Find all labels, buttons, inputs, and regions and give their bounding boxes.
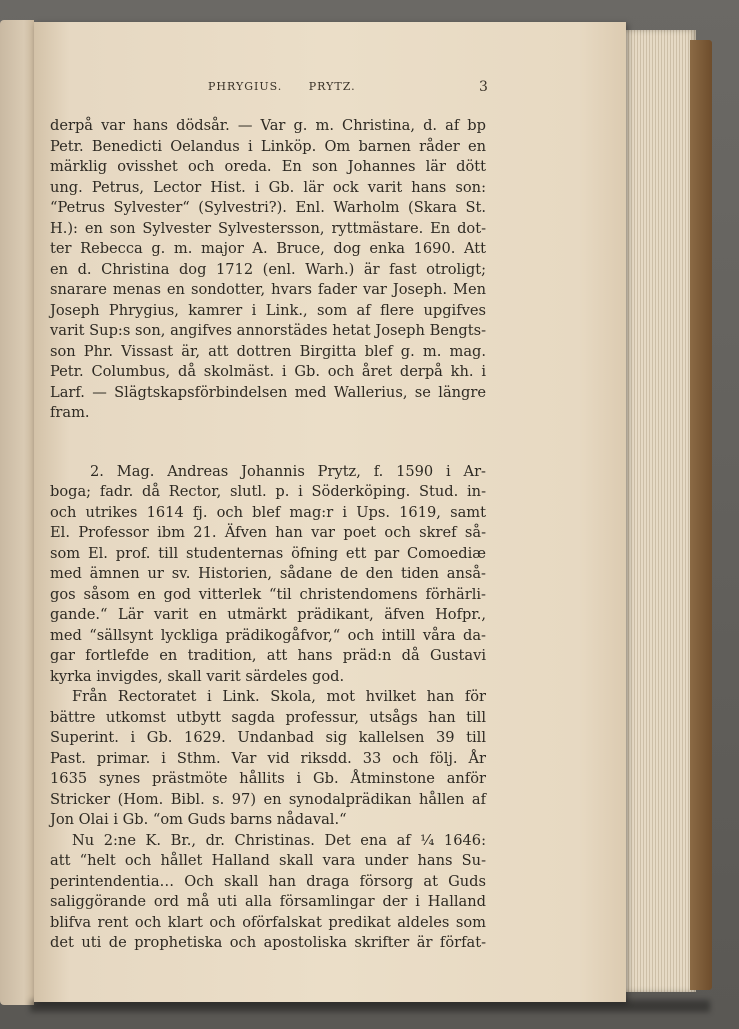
previous-page-edge	[0, 20, 34, 1005]
text-line: boga; fadr. då Rector, slutl. p. i Söderköping. Stud. in-	[50, 483, 486, 500]
text-line: gande.“ Lär varit en utmärkt prädikant, äfven Hofpr.,	[50, 606, 486, 623]
page-number: 3	[479, 79, 488, 95]
running-head-right: PRYTZ.	[308, 80, 356, 93]
text-line: saliggörande ord må uti alla församlingar der i Halland	[50, 893, 486, 910]
text-line: Jon Olai i Gb. “om Guds barns nådaval.“	[50, 811, 347, 828]
text-line: kyrka invigdes, skall varit särdeles god.	[50, 667, 345, 685]
text-line: som El. prof. till studenternas öfning ett par Comoediæ	[50, 544, 486, 562]
paragraph-rectorate	[50, 687, 486, 954]
text-line: El. Professor ibm 21. Äfven han var poet och skref så-	[50, 524, 486, 541]
paragraph-family	[50, 116, 486, 424]
text-line: perintendentia… Och skall han draga försorg at Guds	[50, 872, 486, 890]
book-cover-edge	[690, 40, 712, 990]
text-line: Joseph Phrygius, kamrer i Link., som af flere upgifves	[50, 301, 486, 319]
text-line: Stricker (Hom. Bibl. s. 97) en synodalprädikan hållen af	[50, 790, 486, 808]
text-line: fram.	[50, 404, 90, 421]
running-head	[208, 80, 378, 93]
text-line: gar fortlefde en tradition, att hans präd:n då Gustavi	[50, 647, 486, 664]
text-line: med ämnen ur sv. Historien, sådane de den tiden anså-	[50, 565, 486, 582]
text-line: Larf. — Slägtskapsförbindelsen med Wallerius, se längre	[50, 383, 486, 401]
text-line: son Phr. Vissast är, att dottren Birgitta blef g. m. mag.	[50, 342, 486, 360]
text-line: derpå var hans dödsår. — Var g. m. Christina, d. af bp	[50, 117, 486, 134]
text-line: Superint. i Gb. 1629. Undanbad sig kallelsen 39 till	[50, 729, 486, 746]
text-line: bättre utkomst utbytt sagda professur, utsågs han till	[50, 708, 486, 726]
text-line: H.): en son Sylvester Sylvestersson, ryttmästare. En dot-	[50, 219, 486, 237]
text-line: 1635 synes prästmöte hållits i Gb. Åtminstone anför	[50, 770, 486, 787]
text-line: snarare menas en sondotter, hvars fader var Joseph. Men	[50, 281, 486, 298]
text-line: gos såsom en god vitterlek “til christendomens förhärli-	[50, 585, 486, 603]
body-text	[50, 116, 486, 954]
text-line: en d. Christina dog 1712 (enl. Warh.) är fast otroligt;	[50, 260, 486, 278]
text-line: det uti de prophetiska och apostoliska skrifter är förfat-	[50, 934, 486, 951]
text-line: ung. Petrus, Lector Hist. i Gb. lär ock varit hans son:	[50, 178, 486, 196]
text-line: med “sällsynt lyckliga prädikogåfvor,“ och intill våra da-	[50, 626, 486, 644]
paragraph-andreas-prytz	[50, 462, 486, 688]
text-line: och utrikes 1614 fj. och blef mag:r i Ups. 1619, samt	[50, 503, 486, 521]
text-line: Petr. Benedicti Oelandus i Linköp. Om barnen råder en	[50, 137, 486, 155]
entry-heading-line: 2. Mag. Andreas Johannis Prytz, f. 1590 i Ar-	[90, 462, 486, 480]
text-line: märklig ovisshet och oreda. En son Johannes lär dött	[50, 158, 486, 175]
text-line: Past. primar. i Sthm. Var vid riksdd. 33 och följ. År	[50, 749, 486, 767]
text-line: blifva rent och klart och oförfalskat predikat aldeles som	[50, 913, 486, 931]
text-line: Petr. Columbus, då skolmäst. i Gb. och året derpå kh. i	[50, 363, 486, 380]
text-line: Nu 2:ne K. Br., dr. Christinas. Det ena af ¹⁄₄ 1646:	[72, 831, 486, 849]
text-line: Från Rectoratet i Link. Skola, mot hvilket han för	[72, 688, 486, 705]
running-head-left: PHRYGIUS.	[208, 80, 283, 93]
text-line: “Petrus Sylvester“ (Sylvestri?). Enl. Warholm (Skara St.	[50, 199, 486, 216]
text-line: varit Sup:s son, angifves annorstädes hetat Joseph Bengts-	[50, 322, 486, 339]
text-line: ter Rebecca g. m. major A. Bruce, dog enka 1690. Att	[50, 240, 486, 257]
book-page-edges	[626, 30, 696, 992]
text-line: att “helt och hållet Halland skall vara under hans Su-	[50, 852, 486, 869]
